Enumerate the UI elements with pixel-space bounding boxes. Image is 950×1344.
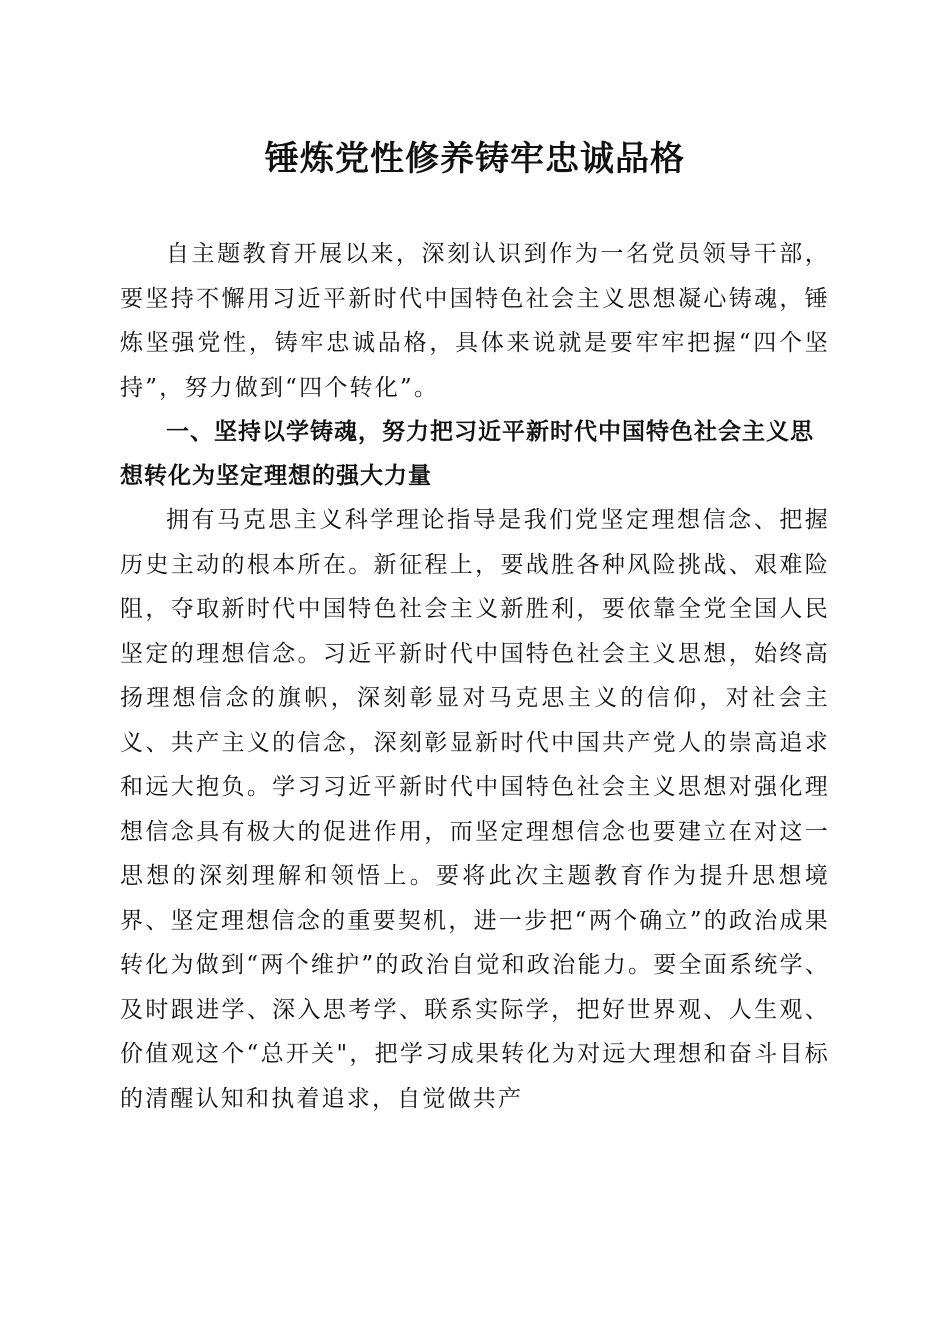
section-paragraph: 拥有马克思主义科学理论指导是我们党坚定理想信念、把握历史主动的根本所在。新征程上，要战胜各种风险挑战、艰难险阻，夺取新时代中国特色社会主义新胜利，要依靠全党全国人民坚定的理想信念。习近平新时代中国特色社会主义思想，始终高扬理想信念的旗帜，深刻彰显对马克思主义的信仰，对社会主义、共产主义的信念，深刻彰显新时代中国共产党人的崇高追求和远大抱负。学习习近平新时代中国特色社会主义思想对强化理想信念具有极大的促进作用，而坚定理想信念也要建立在对这一思想的深刻理解和领悟上。要将此次主题教育作为提升思想境界、坚定理想信念的重要契机，进一步把“两个确立”的政治成果转化为做到“两个维护”的政治自觉和政治能力。要全面系统学、及时跟进学、深入思考学、联系实际学，把好世界观、人生观、价值观这个“总开关"，把学习成果转化为对远大理想和奋斗目标的清醒认知和执着追求，自觉做共产 [120, 507, 830, 1112]
intro-paragraph: 自主题教育开展以来，深刻认识到作为一名党员领导干部，要坚持不懈用习近平新时代中国特色社会主义思想凝心铸魂，锤炼坚强党性，铸牢忠诚品格，具体来说就是要牢牢把握“四个坚持”，努力做到“四个转化”。 [120, 241, 830, 401]
document-title: 锤炼党性修养铸牢忠诚品格 [265, 139, 685, 179]
section-heading: 一、坚持以学铸魂，努力把习近平新时代中国特色社会主义思想转化为坚定理想的强大力量 [120, 419, 814, 489]
